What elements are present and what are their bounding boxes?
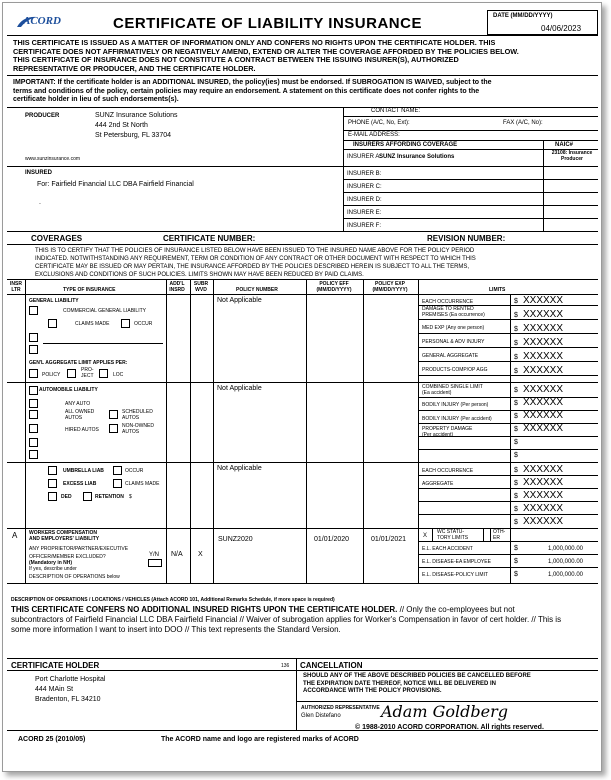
umbrella-policy-number: Not Applicable bbox=[217, 465, 262, 472]
insurer-d-label: INSURER D: bbox=[347, 197, 382, 203]
dollar-sign: $ bbox=[514, 413, 518, 420]
auto-extra-checkbox-2[interactable] bbox=[29, 450, 38, 459]
insurer-a-label: INSURER A: bbox=[347, 154, 382, 160]
umbrella-limit-value: XXXXXX bbox=[523, 477, 564, 488]
wc-policy-number: SUNZ2020 bbox=[218, 536, 253, 543]
holder-address2: Bradenton, FL 34210 bbox=[35, 696, 101, 703]
description-tail: // Only the co-employees but not bbox=[397, 605, 515, 614]
gl-limit-label: PRODUCTS-COMP/OP AGG bbox=[422, 367, 488, 373]
dollar-sign: $ bbox=[514, 426, 518, 433]
dollar-sign: $ bbox=[514, 506, 518, 513]
gl-heading: GENERAL LIABILITY bbox=[29, 298, 79, 304]
naic-line: 23108: Insurance bbox=[551, 150, 593, 156]
wc-exp: 01/01/2021 bbox=[371, 536, 407, 543]
insurer-a-naic bbox=[547, 150, 597, 162]
col-header: INSRD bbox=[169, 287, 185, 293]
date-value: 04/06/2023 bbox=[541, 24, 582, 33]
auto-limit-label bbox=[422, 384, 483, 396]
gl-limit-label: EACH OCCURRENCE bbox=[422, 299, 474, 305]
gl-commercial-label: COMMERCIAL GENERAL LIABILITY bbox=[63, 308, 146, 314]
fax-label: FAX (A/C, No): bbox=[503, 120, 543, 126]
wc-heading-line: WORKERS COMPENSATION bbox=[29, 530, 97, 536]
dollar-sign: $ bbox=[514, 387, 518, 394]
coverage-line: EXCLUSIONS AND CONDITIONS OF SUCH POLICIES. LIMITS SHOWN MAY HAVE BEEN REDUCED BY PAID CLAIMS. bbox=[35, 272, 364, 278]
gl-claims-made-checkbox[interactable] bbox=[48, 319, 57, 328]
col-exp bbox=[365, 281, 415, 293]
auto-limit-value: XXXXXX bbox=[523, 397, 564, 408]
col-policy-number: POLICY NUMBER bbox=[236, 287, 278, 293]
description-bold: THIS CERTIFICATE CONFERS NO ADDITIONAL INSURED RIGHTS UPON THE CERTIFICATE HOLDER. bbox=[11, 605, 398, 614]
col-header: SUBR bbox=[193, 281, 209, 287]
wc-statutory-line: WC STATU- bbox=[437, 529, 465, 535]
auto-any-checkbox[interactable] bbox=[29, 399, 38, 408]
insured-name: For: Fairfield Financial LLC DBA Fairfield Financial bbox=[37, 181, 194, 188]
gl-commercial-checkbox[interactable] bbox=[29, 306, 38, 315]
coverages-text bbox=[35, 247, 476, 279]
col-header: INSR bbox=[10, 281, 22, 287]
dollar-sign: $ bbox=[514, 400, 518, 407]
auto-limit-value: XXXXXX bbox=[523, 384, 564, 395]
wc-heading-line: AND EMPLOYERS' LIABILITY bbox=[29, 536, 100, 542]
col-eff bbox=[309, 281, 359, 293]
gl-project-line: JECT bbox=[81, 373, 94, 379]
insurer-c-label: INSURER C: bbox=[347, 184, 382, 190]
holder-address bbox=[35, 675, 105, 705]
gl-limit-label: PERSONAL & ADV INJURY bbox=[422, 339, 485, 345]
col-header: (MM/DD/YYYY) bbox=[316, 287, 352, 293]
col-header: POLICY EFF bbox=[319, 281, 349, 287]
cancellation-label: CANCELLATION bbox=[300, 661, 363, 670]
form-number: ACORD 25 (2010/05) bbox=[18, 736, 86, 743]
umbrella-retention-checkbox[interactable] bbox=[83, 492, 92, 501]
producer-name: SUNZ Insurance Solutions bbox=[95, 112, 178, 119]
gl-project-checkbox[interactable] bbox=[67, 369, 76, 378]
umbrella-retention-dollar: $ bbox=[129, 494, 132, 500]
auto-limit-value: XXXXXX bbox=[523, 423, 564, 434]
dollar-sign: $ bbox=[514, 467, 518, 474]
important-text bbox=[13, 79, 492, 105]
wc-yn: Y/N bbox=[149, 552, 160, 558]
revision-number-label: REVISION NUMBER: bbox=[427, 234, 506, 243]
description-line bbox=[11, 605, 599, 615]
description-line: subcontractors of Fairfield Financial LLC DBA Fairfield Financial // Waiver of subrogation applies for Worker's Compensation in favor of cert holder. // This is bbox=[11, 615, 562, 624]
notice-line: THIS CERTIFICATE IS ISSUED AS A MATTER OF INFORMATION ONLY AND CONFERS NO RIGHTS UPON THE CERTIFICATE HOLDER. THIS bbox=[13, 38, 496, 47]
dollar-sign: $ bbox=[514, 493, 518, 500]
col-addl bbox=[166, 281, 188, 293]
wc-subr: X bbox=[198, 551, 203, 558]
gl-extra-checkbox-1[interactable] bbox=[29, 333, 38, 342]
dollar-sign: $ bbox=[514, 354, 518, 361]
important-line: terms and conditions of the policy, certain policies may require an endorsement. A statement on this certificate does not confer rights to the bbox=[13, 87, 480, 95]
auto-limit-label: BODILY INJURY (Per person) bbox=[422, 402, 489, 408]
auto-extra-checkbox-1[interactable] bbox=[29, 438, 38, 447]
gl-policy-checkbox[interactable] bbox=[29, 369, 38, 378]
notice-text bbox=[13, 39, 519, 73]
gl-limit-value: XXXXXX bbox=[523, 323, 564, 334]
auto-limit-label: BODILY INJURY (Per accident) bbox=[422, 416, 492, 422]
umbrella-limit-label: AGGREGATE bbox=[422, 481, 454, 487]
wc-ifyes: If yes, describe under bbox=[29, 566, 77, 572]
gl-extra-checkbox-2[interactable] bbox=[29, 345, 38, 354]
col-header: WVD bbox=[195, 287, 207, 293]
gl-limit-value: XXXXXX bbox=[523, 309, 564, 320]
cancellation-line: ACCORDANCE WITH THE POLICY PROVISIONS. bbox=[303, 688, 442, 694]
wc-other-label bbox=[493, 529, 505, 541]
cancellation-text bbox=[303, 673, 531, 696]
col-header: LTR bbox=[11, 287, 21, 293]
insurer-b-label: INSURER B: bbox=[347, 171, 382, 177]
auto-scheduled-checkbox[interactable] bbox=[109, 410, 118, 419]
dollar-sign: $ bbox=[514, 340, 518, 347]
auto-all-owned-line: ALL OWNED bbox=[65, 409, 95, 415]
description-label: DESCRIPTION OF OPERATIONS / LOCATIONS / VEHICLES (Attach ACORD 101, Additional Remarks Schedule, if more space is required) bbox=[11, 597, 335, 603]
umbrella-limit-value: XXXXXX bbox=[523, 516, 564, 527]
wc-statutory-label bbox=[437, 529, 468, 541]
gl-limit-line: PREMISES (Ea occurrence) bbox=[422, 312, 485, 318]
cancellation-line: SHOULD ANY OF THE ABOVE DESCRIBED POLICIES BE CANCELLED BEFORE bbox=[303, 673, 531, 679]
gl-policy-label: POLICY bbox=[42, 372, 61, 378]
auto-limit-line: (Per accident) bbox=[422, 432, 454, 438]
gl-limit-label: MED EXP (Any one person) bbox=[422, 325, 485, 331]
col-limits: LIMITS bbox=[489, 287, 506, 293]
gl-project-label bbox=[81, 367, 94, 379]
gl-loc-label: LOC bbox=[113, 372, 124, 378]
producer-address2: St Petersburg, FL 33704 bbox=[95, 132, 172, 139]
col-header: POLICY EXP bbox=[375, 281, 405, 287]
description-text bbox=[11, 605, 599, 635]
wc-limit-label: E.L. EACH ACCIDENT bbox=[422, 546, 473, 552]
wc-eff: 01/01/2020 bbox=[314, 536, 350, 543]
dollar-sign: $ bbox=[514, 545, 518, 552]
contact-name-label: CONTACT NAME: bbox=[371, 108, 421, 114]
gl-aggregate-applies: GEN'L AGGREGATE LIMIT APPLIES PER: bbox=[29, 360, 128, 366]
wc-mandatory: (Mandatory in NH) bbox=[29, 560, 73, 566]
auto-limit-value: XXXXXX bbox=[523, 410, 564, 421]
cancellation-line: THE EXPIRATION DATE THEREOF, NOTICE WILL BE DELIVERED IN bbox=[303, 680, 497, 687]
important-line: IMPORTANT: If the certificate holder is an ADDITIONAL INSURED, the policy(ies) must be endorsed. If SUBROGATION IS WAIVED, subject to the bbox=[13, 79, 492, 86]
certificate-number-label: CERTIFICATE NUMBER: bbox=[163, 234, 256, 243]
description-line: some more information I want to insert into DOO // This text represents the Standard Version. bbox=[11, 625, 341, 634]
auto-limit-line: COMBINED SINGLE LIMIT bbox=[422, 384, 483, 390]
excess-checkbox[interactable] bbox=[48, 479, 57, 488]
auto-hired-checkbox[interactable] bbox=[29, 424, 38, 433]
auto-limit-line: (Ea accident) bbox=[422, 390, 452, 396]
producer-label: PRODUCER bbox=[25, 113, 60, 119]
auto-heading-checkbox[interactable] bbox=[29, 386, 38, 395]
gl-project-line: PRO- bbox=[81, 367, 94, 373]
holder-address1: 444 MAin St bbox=[35, 686, 74, 693]
auto-non-owned-line: AUTOS bbox=[122, 429, 140, 435]
dollar-sign: $ bbox=[514, 558, 518, 565]
wc-question-line: OFFICER/MEMBER EXCLUDED? bbox=[29, 554, 106, 560]
umbrella-limit-label: EACH OCCURRENCE bbox=[422, 468, 474, 474]
auto-heading: AUTOMOBILE LIABILITY bbox=[39, 387, 98, 393]
phone-label: PHONE (A/C, No, Ext): bbox=[348, 120, 410, 126]
registered-marks: The ACORD name and logo are registered marks of ACORD bbox=[161, 736, 359, 743]
authorized-rep-name: Glen Distefano bbox=[301, 713, 341, 719]
auto-any-label: ANY AUTO bbox=[65, 401, 91, 407]
wc-question-line: ANY PROPRIETOR/PARTNER/EXECUTIVE bbox=[29, 546, 129, 552]
wc-statutory-line: TORY LIMITS bbox=[437, 535, 469, 541]
wc-limit-value: 1,000,000.00 bbox=[547, 559, 583, 565]
gl-limit-value: XXXXXX bbox=[523, 295, 564, 306]
wc-other-line: OTH- bbox=[493, 529, 506, 535]
umbrella-occur-checkbox[interactable] bbox=[113, 466, 122, 475]
auto-scheduled-label bbox=[122, 409, 153, 421]
umbrella-limit-value: XXXXXX bbox=[523, 503, 564, 514]
gl-limit-value: XXXXXX bbox=[523, 365, 564, 376]
naic-line: Producer bbox=[561, 156, 583, 162]
auto-non-owned-checkbox[interactable] bbox=[109, 424, 118, 433]
notice-line: REPRESENTATIVE OR PRODUCER, AND THE CERTIFICATE HOLDER. bbox=[13, 63, 256, 73]
notice-line: THIS CERTIFICATE OF INSURANCE DOES NOT CONSTITUTE A CONTRACT BETWEEN THE ISSUING INSURER(S), AUTHORIZED bbox=[13, 55, 459, 65]
auto-scheduled-line: SCHEDULED bbox=[122, 409, 153, 415]
col-insr-ltr bbox=[9, 281, 23, 293]
auto-all-owned-label bbox=[65, 409, 94, 421]
gl-loc-checkbox[interactable] bbox=[99, 369, 108, 378]
auto-hired-label: HIRED AUTOS bbox=[65, 427, 99, 433]
gl-policy-number: Not Applicable bbox=[217, 297, 262, 304]
wc-addl: N/A bbox=[171, 551, 183, 558]
producer-info bbox=[95, 111, 177, 141]
date-label: DATE (MM/DD/YYYY) bbox=[493, 13, 553, 19]
form-title: CERTIFICATE OF LIABILITY INSURANCE bbox=[113, 15, 422, 32]
col-type: TYPE OF INSURANCE bbox=[63, 287, 116, 293]
umbrella-retention-label: RETENTION bbox=[95, 494, 124, 500]
wc-limit-value: 1,000,000.00 bbox=[547, 546, 583, 552]
gl-limit-label: GENERAL AGGREGATE bbox=[422, 353, 479, 359]
gl-limit-line: DAMAGE TO RENTED bbox=[422, 306, 474, 312]
auto-all-owned-checkbox[interactable] bbox=[29, 410, 38, 419]
wc-limit-label: E.L. DISEASE-EA EMPLOYEE bbox=[422, 559, 491, 565]
wc-desc-ops: DESCRIPTION OF OPERATIONS below bbox=[29, 574, 120, 580]
gl-limit-value: XXXXXX bbox=[523, 337, 564, 348]
dollar-sign: $ bbox=[514, 519, 518, 526]
coverage-line: THIS IS TO CERTIFY THAT THE POLICIES OF INSURANCE LISTED BELOW HAVE BEEN ISSUED TO THE INSURED NAME ABOVE FOR THE POLICY PERIOD bbox=[35, 248, 475, 254]
wc-other-line: ER bbox=[493, 535, 500, 541]
col-subr bbox=[190, 281, 212, 293]
insurer-f-label: INSURER F: bbox=[347, 223, 382, 229]
acord-logo-text: ACORD bbox=[23, 15, 61, 27]
auto-non-owned-label bbox=[122, 423, 154, 435]
excess-label: EXCESS LIAB bbox=[63, 481, 97, 487]
dollar-sign: $ bbox=[514, 298, 518, 305]
wc-question bbox=[29, 545, 128, 561]
insurer-e-label: INSURER E: bbox=[347, 210, 382, 216]
producer-address1: 444 2nd St North bbox=[95, 122, 148, 129]
naic-label: NAIC# bbox=[555, 142, 574, 148]
gl-occur-label: OCCUR bbox=[134, 321, 153, 327]
umbrella-occur-label: OCCUR bbox=[125, 468, 144, 474]
wc-yn-box[interactable] bbox=[148, 559, 162, 567]
umbrella-claims-made-checkbox[interactable] bbox=[113, 479, 122, 488]
insurer-a-name: SUNZ Insurance Solutions bbox=[379, 154, 455, 160]
holder-number: 136 bbox=[281, 663, 290, 669]
auto-non-owned-line: NON-OWNED bbox=[122, 423, 154, 429]
umbrella-claims-made-label: CLAIMS MADE bbox=[125, 481, 160, 487]
authorized-rep-label: AUTHORIZED REPRESENTATIVE bbox=[301, 705, 380, 711]
wc-limit-value: 1,000,000.00 bbox=[547, 572, 583, 578]
email-label: E-MAIL ADDRESS: bbox=[348, 132, 400, 138]
auto-policy-number: Not Applicable bbox=[217, 385, 262, 392]
umbrella-ded-label: DED bbox=[61, 494, 72, 500]
dollar-sign: $ bbox=[514, 326, 518, 333]
holder-label: CERTIFICATE HOLDER bbox=[11, 661, 100, 670]
holder-name: Port Charlotte Hospital bbox=[35, 676, 106, 683]
wc-statutory-x: X bbox=[423, 533, 428, 539]
coverage-line: INDICATED. NOTWITHSTANDING ANY REQUIREMENT, TERM OR CONDITION OF ANY CONTRACT OR OTHER DOCUMENT WITH RESPECT TO WHICH THIS bbox=[35, 256, 476, 262]
umbrella-checkbox[interactable] bbox=[48, 466, 57, 475]
notice-line: CERTIFICATE DOES NOT AFFIRMATIVELY OR NEGATIVELY AMEND, EXTEND OR ALTER THE COVERAGE AFFORDED BY THE POLICIES BELOW. bbox=[13, 46, 519, 56]
umbrella-limit-value: XXXXXX bbox=[523, 490, 564, 501]
col-header: ADD'L bbox=[169, 281, 185, 287]
important-line: certificate holder in lieu of such endorsements(s). bbox=[13, 96, 179, 104]
dollar-sign: $ bbox=[514, 480, 518, 487]
dollar-sign: $ bbox=[514, 571, 518, 578]
signature: Adam Goldberg bbox=[381, 702, 508, 721]
gl-limit-label bbox=[422, 306, 485, 318]
wc-heading bbox=[29, 530, 99, 542]
wc-insurer-letter: A bbox=[12, 531, 18, 540]
dollar-sign: $ bbox=[514, 312, 518, 319]
auto-all-owned-line: AUTOS bbox=[65, 415, 83, 421]
gl-limit-value: XXXXXX bbox=[523, 351, 564, 362]
col-header: (MM/DD/YYYY) bbox=[372, 287, 408, 293]
coverages-label: COVERAGES bbox=[31, 234, 83, 243]
gl-occur-checkbox[interactable] bbox=[121, 319, 130, 328]
insurers-heading: INSURERS AFFORDING COVERAGE bbox=[353, 142, 458, 148]
auto-scheduled-line: AUTOS bbox=[122, 415, 140, 421]
auto-limit-line: PROPERTY DAMAGE bbox=[422, 426, 473, 432]
gl-claims-made-label: CLAIMS MADE bbox=[75, 321, 110, 327]
umbrella-ded-checkbox[interactable] bbox=[48, 492, 57, 501]
certificate-page bbox=[2, 2, 602, 772]
umbrella-limit-value: XXXXXX bbox=[523, 464, 564, 475]
copyright: © 1988-2010 ACORD CORPORATION. All rights reserved. bbox=[355, 724, 544, 731]
producer-website: www.sunzinsurance.com bbox=[25, 156, 81, 162]
dollar-sign: $ bbox=[514, 439, 518, 446]
insured-label: INSURED bbox=[25, 170, 53, 176]
coverage-line: CERTIFICATE MAY BE ISSUED OR MAY PERTAIN, THE INSURANCE AFFORDED BY THE POLICIES DESCRIBED HEREIN IS SUBJECT TO ALL THE TERMS, bbox=[35, 264, 470, 270]
dollar-sign: $ bbox=[514, 452, 518, 459]
dollar-sign: $ bbox=[514, 368, 518, 375]
umbrella-label: UMBRELLA LIAB bbox=[63, 468, 104, 474]
insured-extra: . bbox=[39, 199, 41, 206]
wc-limit-label: E.L. DISEASE-POLICY LIMIT bbox=[422, 572, 489, 578]
